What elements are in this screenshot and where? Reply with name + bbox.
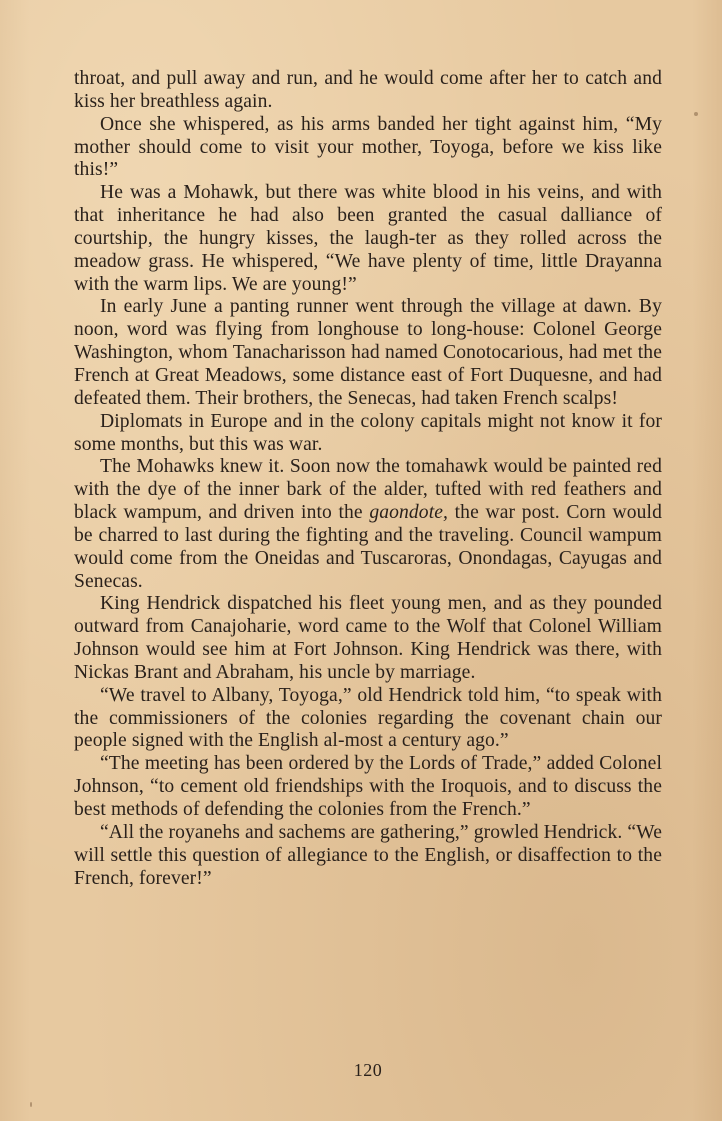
paragraph: He was a Mohawk, but there was white blood in his veins, and with that inheritance he had also been granted the casual dalliance of courtship, the hungry kisses, the laugh-ter as they rolled across the meadow grass. He whispered, “We have plenty of time, little Drayanna with the warm lips. We are young!” bbox=[74, 182, 662, 295]
paragraph: “All the royanehs and sachems are gathering,” growled Hendrick. “We will settle this question of allegiance to the English, or disaffection to the French, forever!” bbox=[74, 821, 662, 889]
book-page bbox=[74, 68, 662, 1108]
body-text bbox=[74, 68, 662, 890]
page-number: 120 bbox=[353, 1060, 383, 1080]
paragraph: Diplomats in Europe and in the colony capitals might not know it for some months, but this was war. bbox=[74, 410, 662, 455]
paper-speck bbox=[694, 112, 698, 116]
paper-speck bbox=[426, 306, 428, 308]
paragraph: King Hendrick dispatched his fleet young men, and as they pounded outward from Canajoharie, word came to the Wolf that Colonel William Johnson would see him at Fort Johnson. King Hendrick was there, with Nickas Brant and Abraham, his uncle by marriage. bbox=[74, 593, 662, 683]
paragraph: throat, and pull away and run, and he would come after her to catch and kiss her breathless again. bbox=[74, 68, 662, 112]
italic-word-gaondote: gaondote, bbox=[369, 502, 449, 524]
paragraph-text-before-italic: The Mohawks knew it. Soon now the tomahawk would be painted red with the dye of the inner bark of the alder, tufted with red feathers and black wampum, and driven into the bbox=[74, 456, 662, 524]
paragraph: In early June a panting runner went through the village at dawn. By noon, word was flying from longhouse to long-house: Colonel George Washington, whom Tanacharisson had named Conotocarious, had met the French at Great Meadows, some distance east of Fort Duquesne, and had defeated them. Their brothers, the Senecas, had taken French scalps! bbox=[74, 296, 662, 409]
paragraph: “The meeting has been ordered by the Lords of Trade,” added Colonel Johnson, “to cement old friendships with the Iroquois, and to discuss the best methods of defending the colonies from the French.” bbox=[74, 753, 662, 820]
paragraph-with-italic bbox=[74, 456, 662, 593]
paragraph: Once she whispered, as his arms banded her tight against him, “My mother should come to visit your mother, Toyoga, before we kiss like this!” bbox=[74, 113, 662, 181]
paragraph-text-after-italic: the war post. Corn would be charred to last during the fighting and the traveling. Council wampum would come from the Oneidas and Tuscaroras, Onondagas, Cayugas and Senecas. bbox=[74, 502, 662, 592]
paragraph: “We travel to Albany, Toyoga,” old Hendrick told him, “to speak with the commissioners of the colonies regarding the covenant chain our people signed with the English al-most a century ago.” bbox=[74, 684, 662, 752]
paper-speck bbox=[30, 1102, 32, 1107]
